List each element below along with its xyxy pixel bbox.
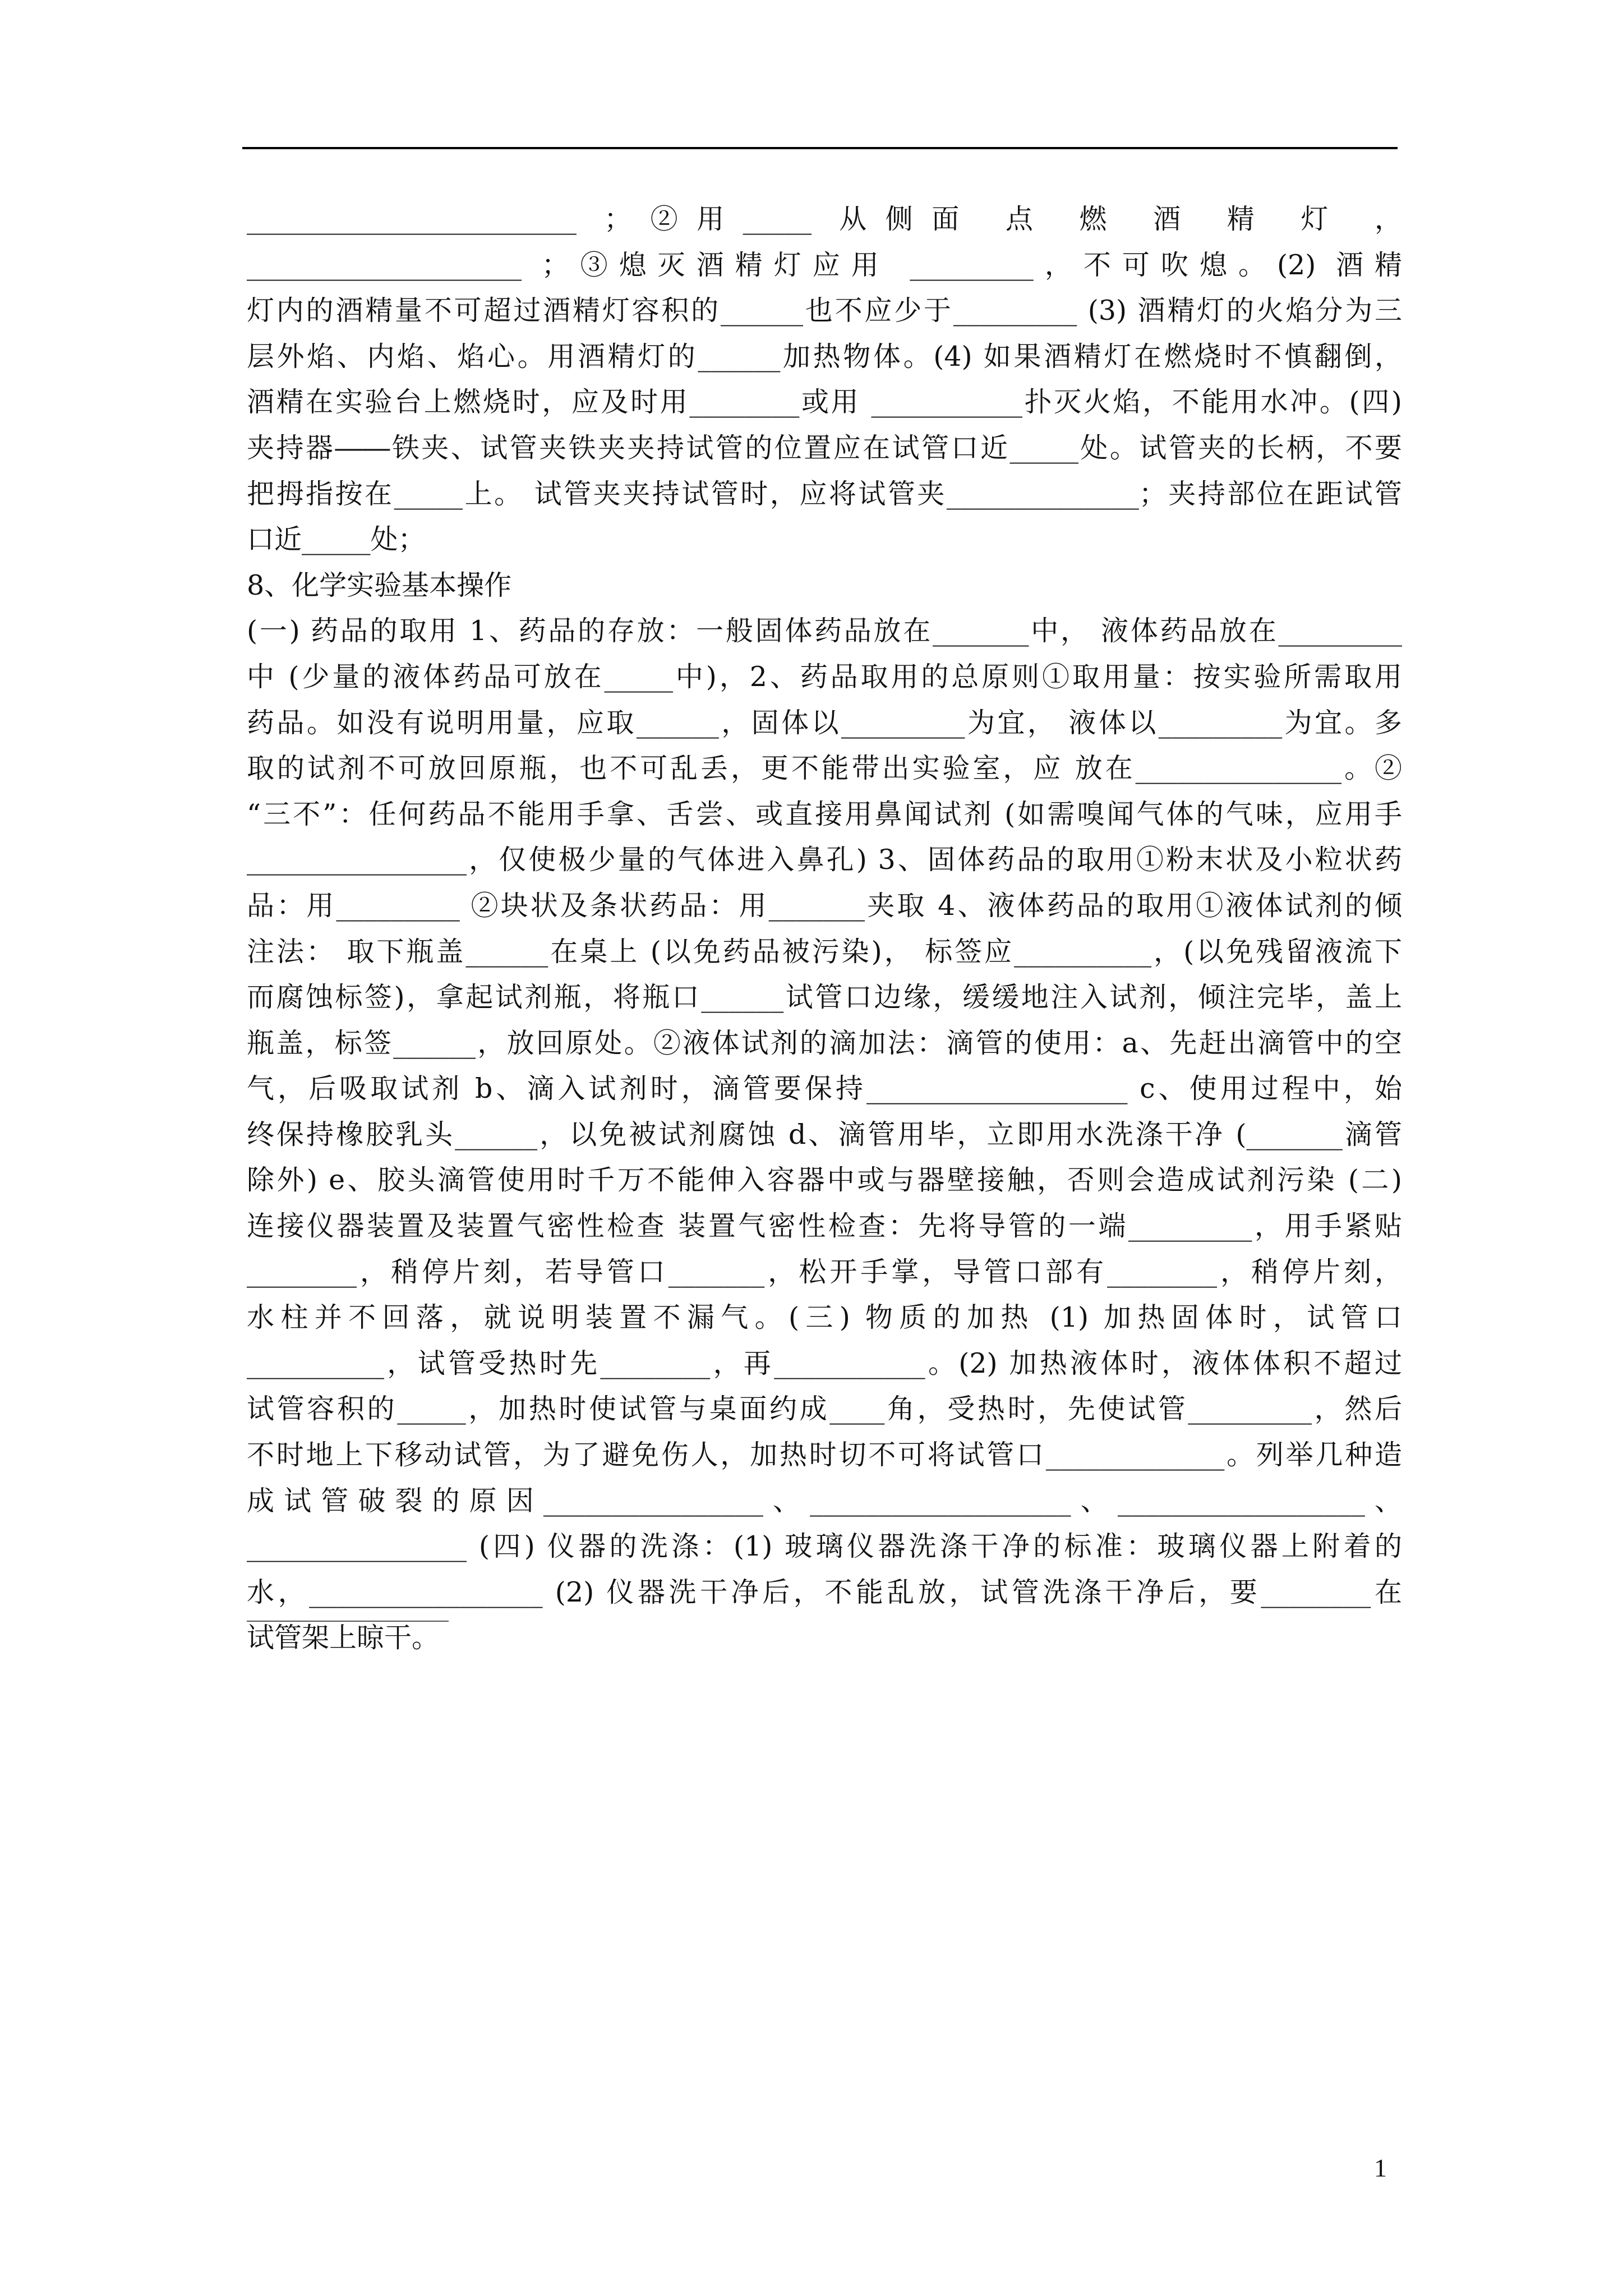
text-line: 试管架上晾干。 [247, 1622, 440, 1654]
text-line: 成试管破裂的原因________________、___________________、__________________、 [247, 1484, 1402, 1517]
text-line: 品：用_________ ②块状及条状药品：用_______夹取 4、液体药品的取用①液体试剂的倾 [247, 889, 1402, 922]
text-line: 夹持器――铁夹、试管夹铁夹夹持试管的位置应在试管口近_____处。试管夹的长柄，不要 [247, 431, 1402, 464]
footnote-rule [247, 1621, 449, 1622]
text-line: 水柱并不回落，就说明装置不漏气。(三) 物质的加热 (1) 加热固体时，试管口 [247, 1301, 1402, 1334]
text-line: 水，_________________ (2) 仪器洗干净后，不能乱放，试管洗涤干净后，要________在 [247, 1576, 1402, 1608]
text-line: 取的试剂不可放回原瓶，也不可乱丢，更不能带出实验室，应 放在_______________。② [247, 752, 1402, 785]
text-line: ____________________ ；③熄灭酒精灯应用 _________，不可吹熄。(2) 酒精 [247, 249, 1402, 281]
text-line: 口近_____处； [247, 523, 426, 556]
text-line: 终保持橡胶乳头______，以免被试剂腐蚀 d、滴管用毕，立即用水洗涤干净 (_______滴管 [247, 1118, 1402, 1151]
text-line: ________________ (四) 仪器的洗涤：(1) 玻璃仪器洗涤干净的标准：玻璃仪器上附着的 [247, 1530, 1402, 1563]
section-heading: 8、化学实验基本操作 [247, 569, 512, 601]
text-line: ________________，仅使极少量的气体进入鼻孔) 3、固体药品的取用①粉末状及小粒状药 [247, 844, 1402, 876]
text-line: 瓶盖，标签______，放回原处。②液体试剂的滴加法：滴管的使用：a、先赶出滴管中的空 [247, 1027, 1402, 1059]
text-line: 层外焰、内焰、焰心。用酒精灯的______加热物体。(4) 如果酒精灯在燃烧时不慎翻倒， [247, 340, 1402, 372]
text-line: 灯内的酒精量不可超过酒精灯容积的______也不应少于_________ (3) 酒精灯的火焰分为三 [247, 295, 1402, 327]
text-line: 除外) e、胶头滴管使用时千万不能伸入容器中或与器壁接触，否则会造成试剂污染 (二) [247, 1164, 1402, 1197]
text-line: 中 (少量的液体药品可放在_____中)，2、药品取用的总原则①取用量：按实验所需取用 [247, 660, 1402, 693]
page-number: 1 [1374, 2154, 1387, 2182]
text-line: 把拇指按在_____上。 试管夹夹持试管时，应将试管夹______________；夹持部位在距试管 [247, 477, 1402, 510]
text-line: 酒精在实验台上燃烧时，应及时用________或用 ___________扑灭火焰，不能用水冲。(四) [247, 386, 1402, 418]
document-body [247, 196, 1402, 1661]
text-line: 试管容积的_____，加热时使试管与桌面约成____角，受热时，先使试管_________，然后 [247, 1393, 1402, 1425]
text-line: 而腐蚀标签)，拿起试剂瓶，将瓶口______试管口边缘，缓缓地注入试剂，倾注完毕，盖上 [247, 981, 1402, 1014]
text-line: ________________________ ；②用_____ 从侧面 点 燃 酒 精 灯 ， [247, 203, 1402, 235]
text-line: __________，试管受热时先________，再___________。(2) 加热液体时，液体体积不超过 [247, 1347, 1402, 1379]
text-line: 注法： 取下瓶盖______在桌上 (以免药品被污染)， 标签应__________，(以免残留液流下 [247, 935, 1402, 968]
text-line: 连接仪器装置及装置气密性检查 装置气密性检查：先将导管的一端_________，用手紧贴 [247, 1210, 1402, 1243]
text-line: 气，后吸取试剂 b、滴入试剂时，滴管要保持___________________ c、使用过程中，始 [247, 1073, 1402, 1105]
text-line: 药品。如没有说明用量，应取______，固体以_________为宜， 液体以_________为宜。多 [247, 706, 1402, 739]
text-line: ________，稍停片刻，若导管口_______，松开手掌，导管口部有________，稍停片刻， [247, 1255, 1402, 1288]
text-line: (一) 药品的取用 1、药品的存放：一般固体药品放在_______中， 液体药品放在_________ [247, 615, 1402, 647]
header-rule [242, 147, 1398, 149]
text-line: “三不”：任何药品不能用手拿、舌尝、或直接用鼻闻试剂 (如需嗅闻气体的气味，应用手 [247, 798, 1402, 830]
text-line: 不时地上下移动试管，为了避免伤人，加热时切不可将试管口_____________。列举几种造 [247, 1439, 1402, 1471]
